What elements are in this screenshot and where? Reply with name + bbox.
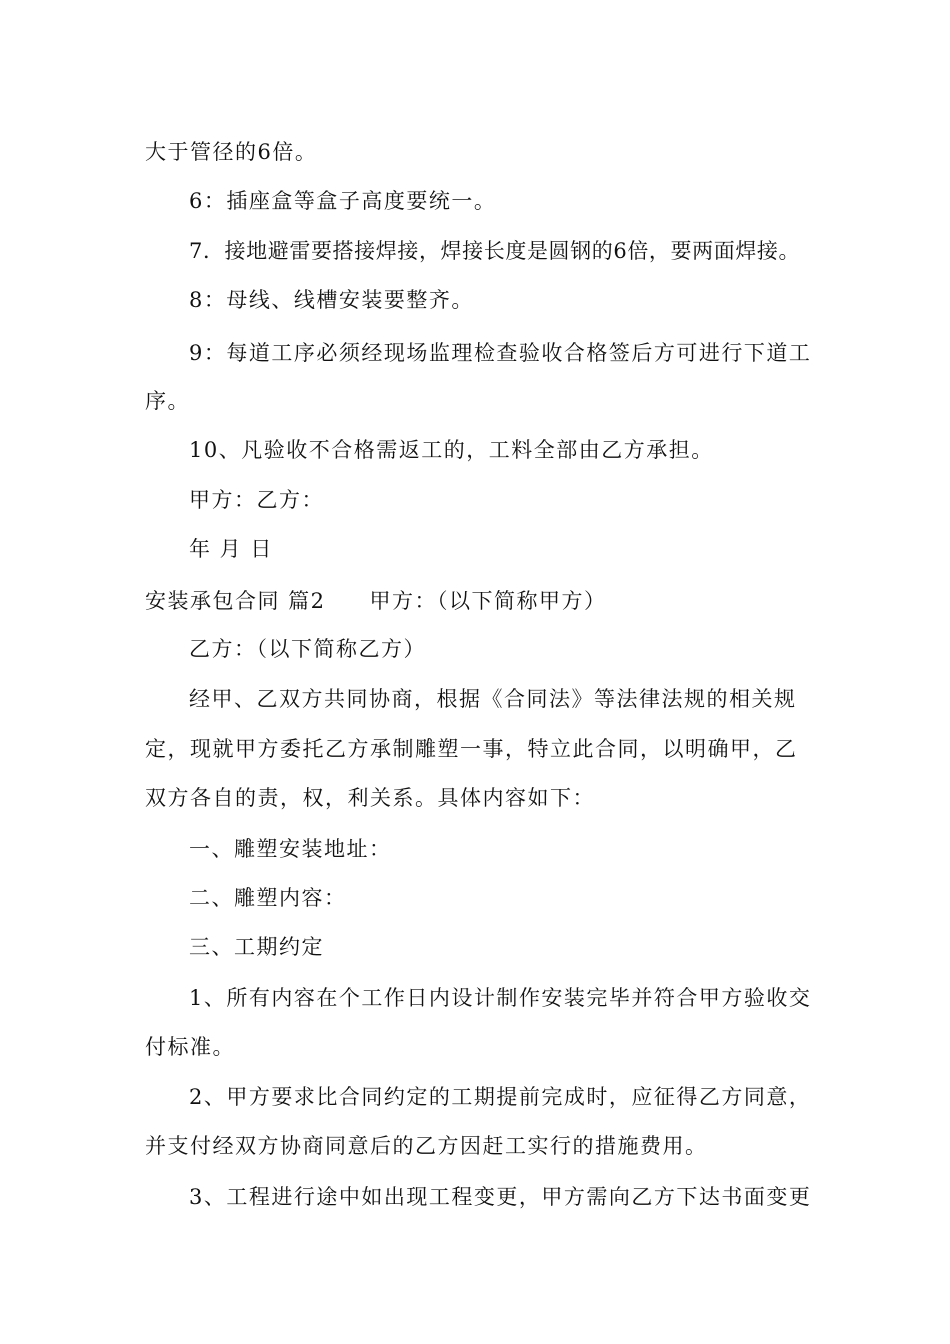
text-line-4: 8：母线、线槽安装要整齐。 bbox=[189, 288, 474, 312]
text-line-2: 6：插座盒等盒子高度要统一。 bbox=[189, 189, 497, 213]
text-line-20: 2、甲方要求比合同约定的工期提前完成时，应征得乙方同意， bbox=[189, 1085, 812, 1109]
text-line-17: 三、工期约定 bbox=[189, 935, 324, 959]
text-line-13: 定，现就甲方委托乙方承制雕塑一事，特立此合同，以明确甲，乙 bbox=[145, 737, 798, 761]
text-line-6: 序。 bbox=[145, 389, 190, 413]
text-line-16: 二、雕塑内容： bbox=[189, 886, 347, 910]
date-line: 年 月 日 bbox=[189, 537, 273, 561]
party-b-line: 乙方：（以下简称乙方） bbox=[189, 637, 426, 661]
section-heading: 安装承包合同 篇2 bbox=[145, 589, 326, 613]
text-line-1: 大于管径的6倍。 bbox=[145, 140, 318, 164]
text-line-8: 甲方：乙方： bbox=[189, 488, 324, 512]
text-line-5: 9：每道工序必须经现场监理检查验收合格签后方可进行下道工 bbox=[189, 341, 812, 365]
text-line-3: 7．接地避雷要搭接焊接，焊接长度是圆钢的6倍，要两面焊接。 bbox=[189, 239, 801, 263]
text-line-19: 付标准。 bbox=[145, 1035, 235, 1059]
text-line-15: 一、雕塑安装地址： bbox=[189, 837, 392, 861]
text-line-22: 3、工程进行途中如出现工程变更，甲方需向乙方下达书面变更 bbox=[189, 1185, 812, 1209]
text-line-21: 并支付经双方协商同意后的乙方因赶工实行的措施费用。 bbox=[145, 1134, 708, 1158]
party-a-line: 甲方：（以下简称甲方） bbox=[369, 589, 607, 613]
text-line-18: 1、所有内容在个工作日内设计制作安装完毕并符合甲方验收交 bbox=[189, 986, 812, 1010]
text-line-7: 10、凡验收不合格需返工的，工料全部由乙方承担。 bbox=[189, 438, 714, 462]
text-line-12: 经甲、乙双方共同协商，根据《合同法》等法律法规的相关规 bbox=[189, 687, 797, 711]
section-heading-line bbox=[145, 586, 607, 616]
text-line-14: 双方各自的责，权，利关系。具体内容如下： bbox=[145, 786, 595, 810]
